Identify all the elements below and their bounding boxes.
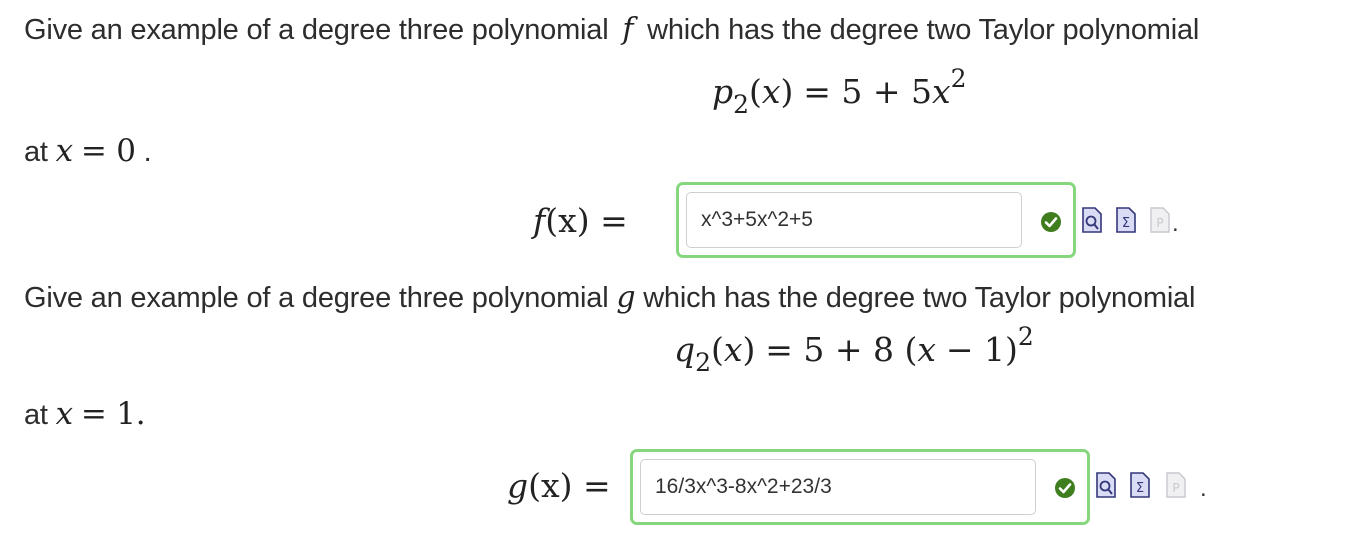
taylor-rhs: = 5 + 5 bbox=[803, 72, 933, 111]
part2-prompt-var: g bbox=[616, 280, 636, 315]
answer-arg: (x) = bbox=[528, 466, 611, 505]
at-word: at bbox=[24, 399, 48, 431]
part1-period: . bbox=[1172, 210, 1179, 237]
at-var: x bbox=[55, 396, 73, 432]
at-period: . bbox=[143, 136, 152, 168]
part2-answer-label bbox=[507, 466, 611, 505]
taylor-rhs: = 5 + 8 ( bbox=[765, 330, 918, 369]
answer-arg: (x) = bbox=[545, 201, 628, 240]
part1-prompt-before: Give an example of a degree three polynomial bbox=[24, 14, 609, 46]
svg-text:P: P bbox=[1172, 481, 1180, 495]
part2-answer-input[interactable] bbox=[640, 459, 1036, 515]
at-word: at bbox=[24, 136, 48, 168]
taylor-rhs-var: x bbox=[932, 72, 951, 111]
pdf-icon[interactable] bbox=[1150, 207, 1170, 233]
answer-fn: g bbox=[507, 466, 529, 505]
answer-fn: f bbox=[533, 201, 546, 240]
taylor-fn-subscript: 2 bbox=[695, 348, 712, 377]
equation-editor-icon[interactable] bbox=[1116, 207, 1136, 233]
preview-icon[interactable] bbox=[1082, 207, 1102, 233]
taylor-rhs-exponent: 2 bbox=[1017, 322, 1034, 351]
taylor-rhs-exponent: 2 bbox=[950, 64, 967, 93]
part2-taylor-equation: $q_2(x) = 5 + 8$ $(x - 1)^2$ bbox=[674, 322, 1034, 377]
taylor-fn-subscript: 2 bbox=[733, 90, 750, 119]
at-value: = 0 bbox=[80, 133, 136, 169]
taylor-fn-name: q bbox=[674, 330, 696, 369]
taylor-rhs-tail: − 1) bbox=[945, 330, 1018, 369]
part1-prompt-after: which has the degree two Taylor polynomial bbox=[647, 14, 1200, 46]
preview-icon[interactable] bbox=[1096, 472, 1116, 498]
at-value: = 1. bbox=[80, 396, 146, 432]
equation-editor-icon[interactable] bbox=[1130, 472, 1150, 498]
part2-at-point bbox=[24, 396, 145, 432]
part1-taylor-equation: $p_2(x) = 5 + 5x^2$ bbox=[712, 64, 967, 119]
svg-text:Σ: Σ bbox=[1135, 481, 1145, 496]
svg-text:P: P bbox=[1156, 216, 1164, 230]
svg-text:Σ: Σ bbox=[1121, 216, 1131, 231]
at-var: x bbox=[55, 133, 73, 169]
pdf-icon[interactable] bbox=[1166, 472, 1186, 498]
taylor-rhs-var: x bbox=[917, 330, 937, 369]
correct-check-icon bbox=[1040, 211, 1062, 233]
part2-prompt-before: Give an example of a degree three polynomial bbox=[24, 282, 609, 314]
taylor-fn-arg: x bbox=[761, 72, 781, 111]
part1-answer-input[interactable] bbox=[686, 192, 1022, 248]
part1-at-point bbox=[24, 133, 151, 169]
part1-answer-label bbox=[533, 201, 628, 240]
part1-prompt-var: f bbox=[622, 12, 634, 47]
taylor-fn-arg: x bbox=[723, 330, 743, 369]
taylor-fn-name: p bbox=[712, 72, 734, 111]
part2-prompt bbox=[24, 280, 1195, 315]
correct-check-icon bbox=[1054, 477, 1076, 499]
part1-prompt bbox=[24, 12, 1199, 47]
part2-period: . bbox=[1200, 475, 1207, 502]
part2-prompt-after: which has the degree two Taylor polynomial bbox=[643, 282, 1196, 314]
